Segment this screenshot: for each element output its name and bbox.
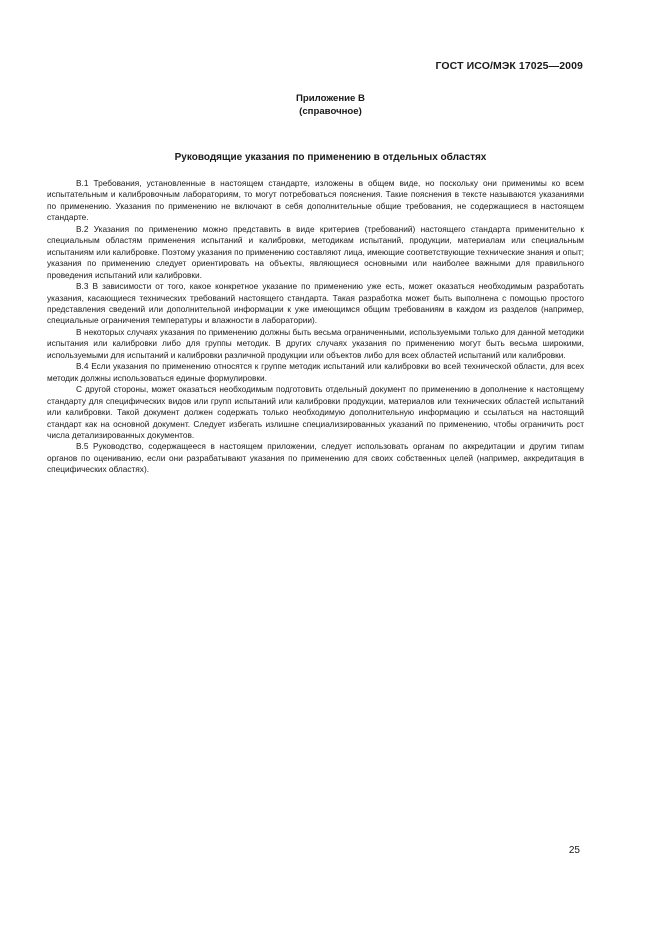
annex-subtitle: (справочное): [299, 106, 362, 117]
paragraph-b4: В.4 Если указания по применению относятся к группе методик испытаний или калибровки во всей технической области, для всех методик должны использоваться единые формулировки.: [47, 361, 584, 383]
annex-title: Приложение В: [296, 93, 365, 104]
paragraph-b2: В.2 Указания по применению можно представить в виде критериев (требований) настоящего стандарта применительно к специальным областям применения испытаний и калибровки, методикам испытаний, продукции, материалам или специальным испытаниям или калибровке. Поэтому указания по применению составляют лица, имеющие соответствующие технические знания и опыт; указания по применению следует ориентировать на объекты, являющиеся основными или наиболее важными для правильного проведения испытаний или калибровки.: [47, 223, 584, 280]
paragraph-b3: В.3 В зависимости от того, какое конкретное указание по применению уже есть, может оказаться необходимым разработать указания, касающиеся технических требований настоящего стандарта. Такая разработка может быть выполнена с помощью простого представления сведений или дополнительной информации к уже имеющимся общим требованиям в каждом из разделов (например, специальные ограничения температуры и влажности в лаборатории).: [47, 281, 584, 326]
paragraph-b3-continued: В некоторых случаях указания по применению должны быть весьма ограниченными, используемыми только для данной методики испытания или калибровки либо для группы методик. В других случаях указания по применению могут быть весьма широкими, используемыми для испытаний и калибровки различной продукции или объектов либо для всех областей испытаний или калибровки.: [47, 326, 584, 360]
page-number: 25: [568, 845, 580, 856]
standard-header: ГОСТ ИСО/МЭК 17025—2009: [435, 60, 583, 72]
paragraph-b1: В.1 Требования, установленные в настоящем стандарте, изложены в общем виде, но поскольку они применимы ко всем испытательным и калибровочным лабораториям, то могут потребоваться пояснения. Такие пояснения в тексте называются указаниями по применению. Указания по применению не включают в себя дополнительные общие требования, не содержащиеся в настоящем стандарте.: [47, 178, 584, 223]
paragraph-b5: В.5 Руководство, содержащееся в настоящем приложении, следует использовать органам по аккредитации и другим типам органов по оцениванию, если они разрабатывают указания по применению для своих собственных целей (например, аккредитация в специфических областях).: [47, 441, 584, 475]
paragraph-b4-continued: С другой стороны, может оказаться необходимым подготовить отдельный документ по применению в дополнение к настоящему стандарту для специфических видов или групп испытаний или калибровки продукции, материалов или технических областей испытаний или калибровки. Такой документ должен содержать только необходимую дополнительную информацию и ссылаться на настоящий стандарт как на основной документ. Следует избегать излишне специализированных указаний по применению, чтобы ограничить рост числа детализированных документов.: [47, 384, 584, 440]
section-title: Руководящие указания по применению в отдельных областях: [174, 152, 487, 163]
body-text: [47, 178, 584, 476]
annex-heading: [0, 92, 661, 118]
